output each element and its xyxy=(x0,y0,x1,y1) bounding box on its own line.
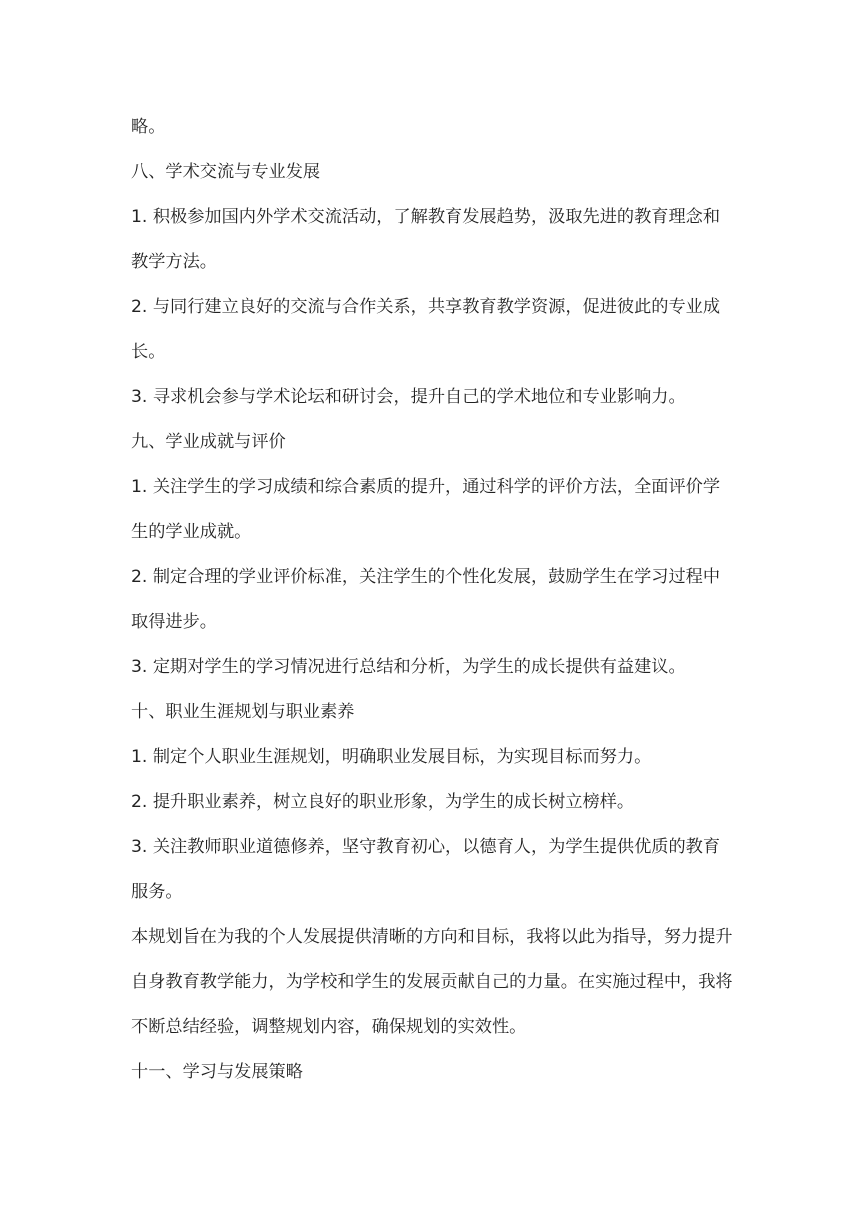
text-line: 自身教育教学能力，为学校和学生的发展贡献自己的力量。在实施过程中，我将 xyxy=(131,972,733,992)
section-heading: 八、学术交流与专业发展 xyxy=(131,162,321,182)
text-line: 2. 提升职业素养，树立良好的职业形象，为学生的成长树立榜样。 xyxy=(131,792,635,812)
document-page xyxy=(131,108,731,1098)
text-line: 1. 制定个人职业生涯规划，明确职业发展目标，为实现目标而努力。 xyxy=(131,747,652,767)
text-line: 服务。 xyxy=(131,882,183,902)
text-line: 生的学业成就。 xyxy=(131,522,252,542)
section-heading: 十、职业生涯规划与职业素养 xyxy=(131,702,355,722)
text-line: 教学方法。 xyxy=(131,252,217,272)
text-line: 不断总结经验，调整规划内容，确保规划的实效性。 xyxy=(131,1017,527,1037)
text-line: 1. 积极参加国内外学术交流活动，了解教育发展趋势，汲取先进的教育理念和 xyxy=(131,207,721,227)
text-line: 1. 关注学生的学习成绩和综合素质的提升，通过科学的评价方法，全面评价学 xyxy=(131,477,721,497)
text-line: 2. 制定合理的学业评价标准，关注学生的个性化发展，鼓励学生在学习过程中 xyxy=(131,567,721,587)
text-line: 3. 关注教师职业道德修养，坚守教育初心，以德育人，为学生提供优质的教育 xyxy=(131,837,721,857)
text-line: 3. 寻求机会参与学术论坛和研讨会，提升自己的学术地位和专业影响力。 xyxy=(131,387,686,407)
section-heading: 九、学业成就与评价 xyxy=(131,432,286,452)
text-line: 3. 定期对学生的学习情况进行总结和分析，为学生的成长提供有益建议。 xyxy=(131,657,686,677)
text-line: 2. 与同行建立良好的交流与合作关系，共享教育教学资源，促进彼此的专业成 xyxy=(131,297,721,317)
text-line: 本规划旨在为我的个人发展提供清晰的方向和目标，我将以此为指导，努力提升 xyxy=(131,927,733,947)
section-heading: 十一、学习与发展策略 xyxy=(131,1062,303,1082)
text-line: 取得进步。 xyxy=(131,612,217,632)
text-line: 略。 xyxy=(131,117,166,137)
text-line: 长。 xyxy=(131,342,166,362)
